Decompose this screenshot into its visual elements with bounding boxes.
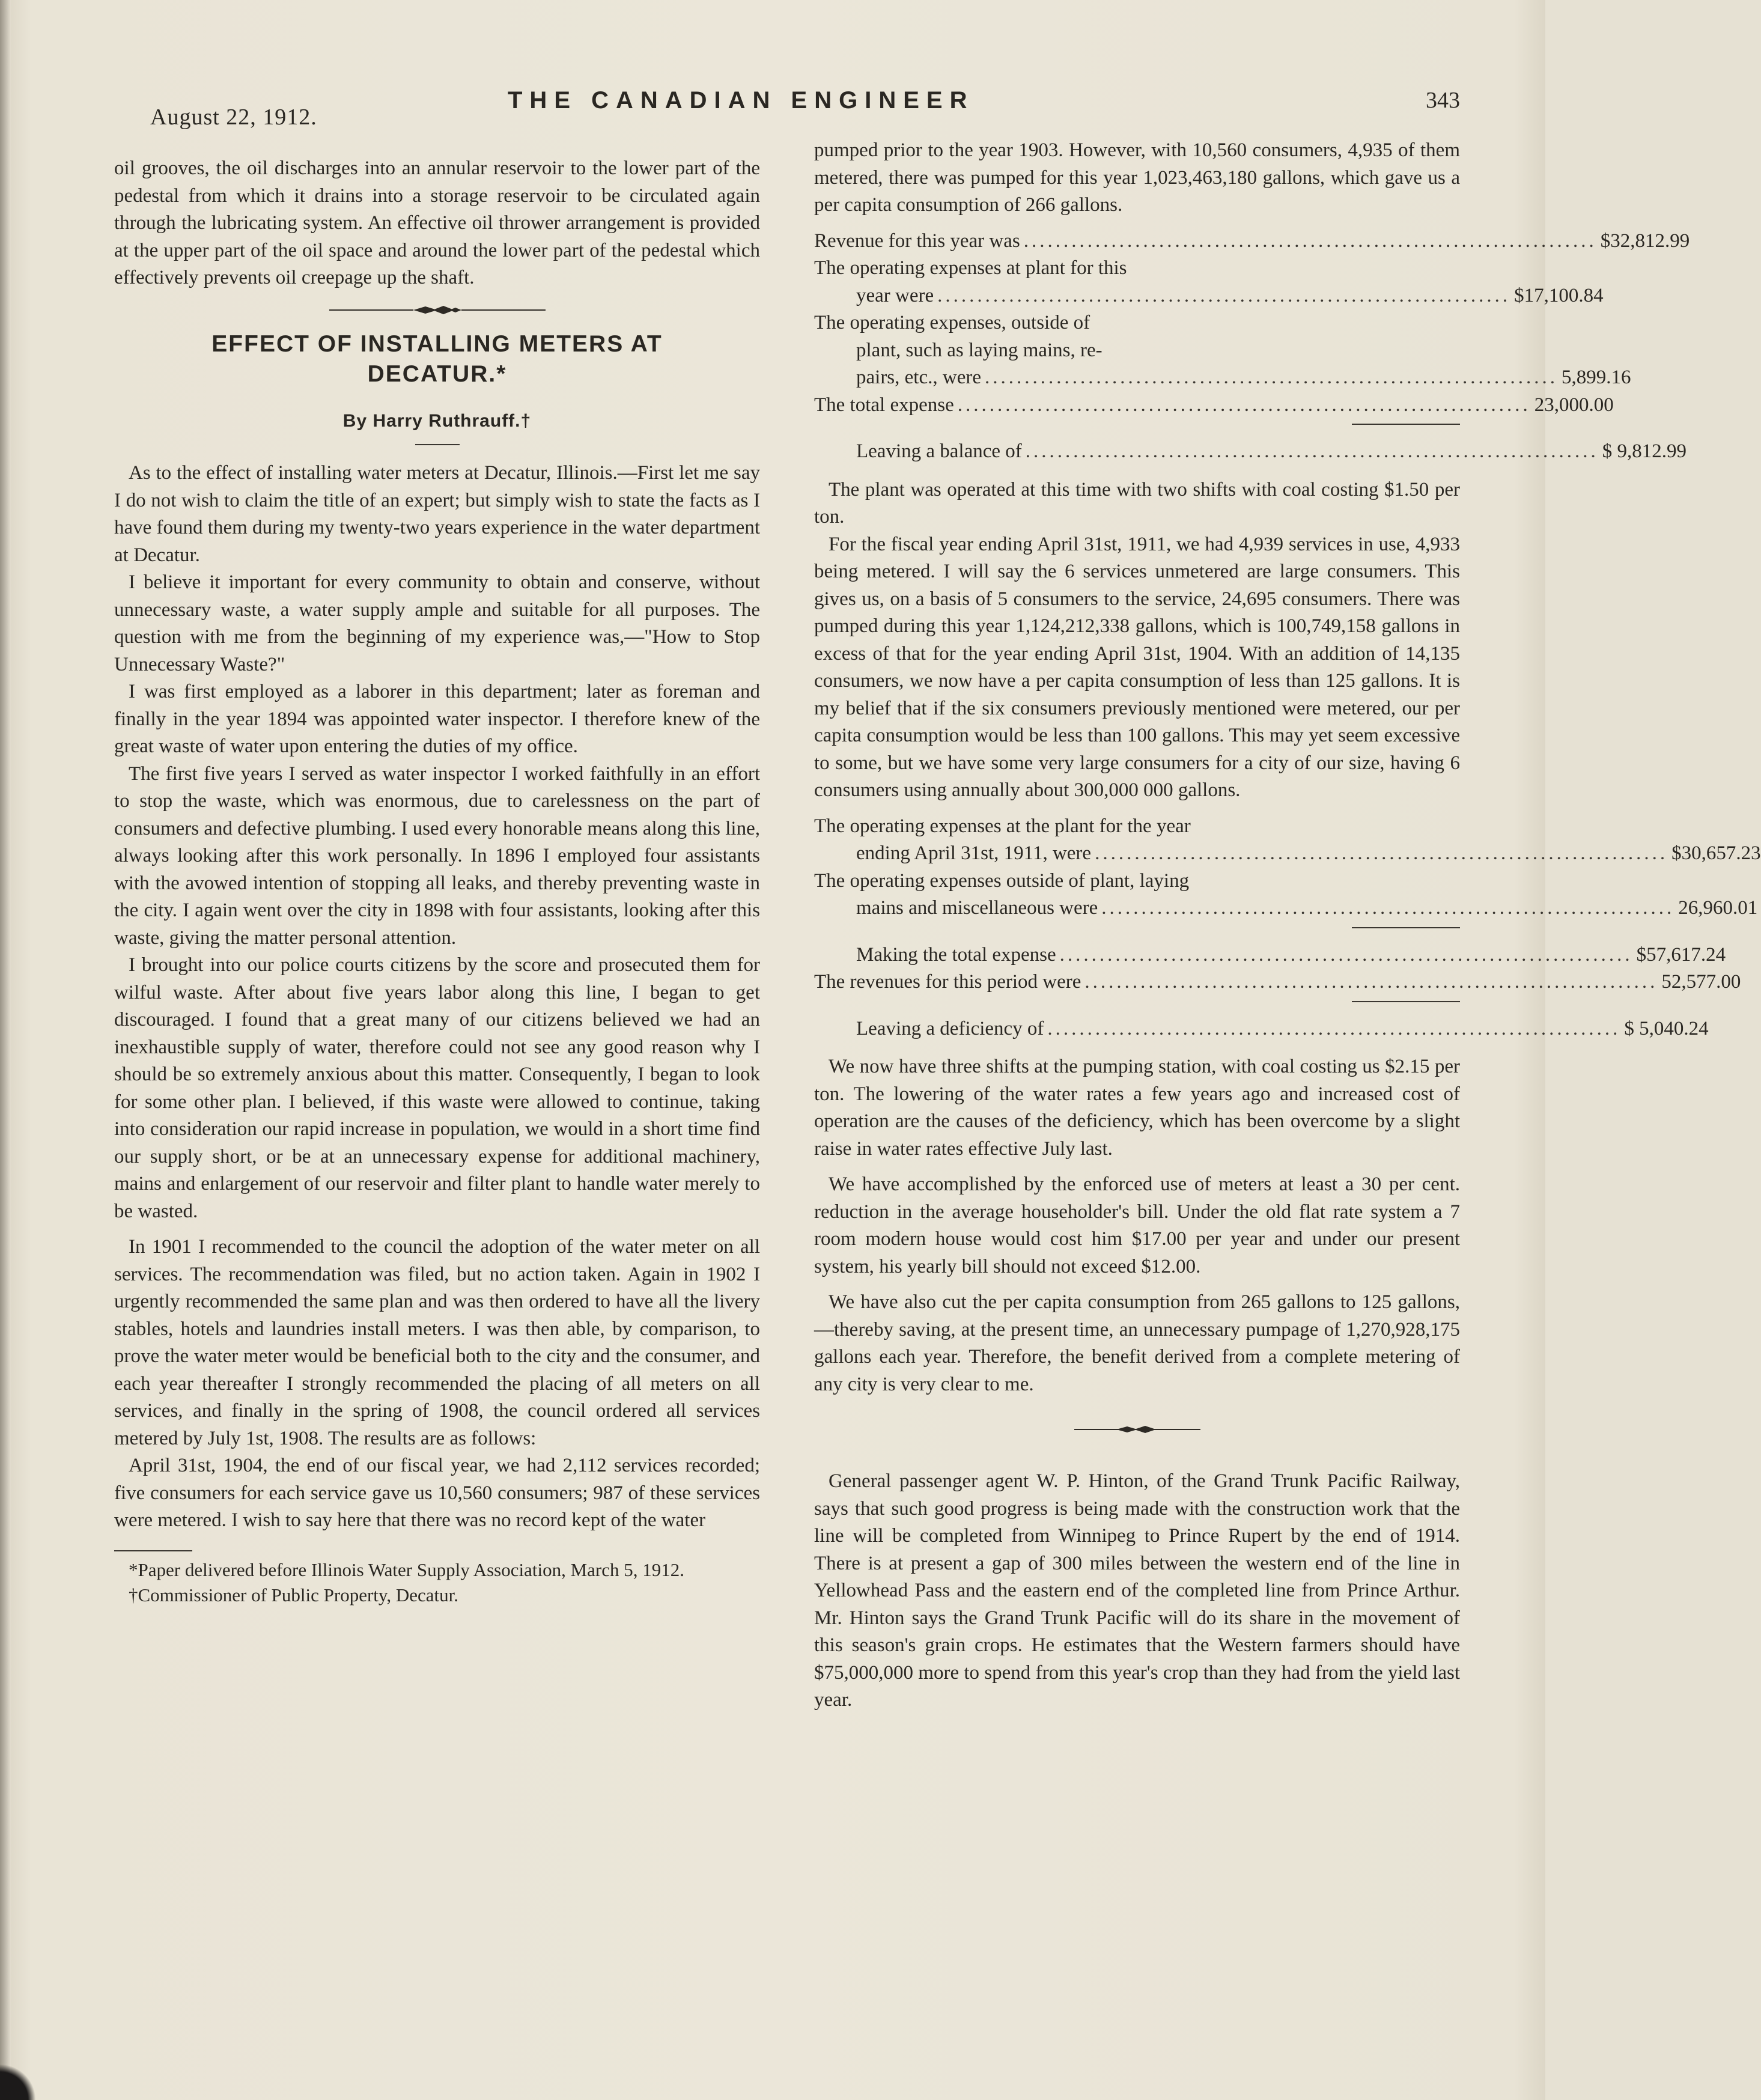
footnote-paper: *Paper delivered before Illinois Water Supply Association, March 5, 1912. bbox=[129, 1559, 685, 1580]
article-title bbox=[114, 329, 760, 389]
op-outside-row: mains and miscellaneous were ........................................................................ 26,960.01 bbox=[814, 895, 1460, 922]
article-title-line2: DECATUR.* bbox=[367, 361, 507, 387]
total-expense-label: The total expense bbox=[814, 394, 954, 416]
body-paragraph: I brought into our police courts citizens by the score and prosecuted them for wilful waste. After about five years labor along this line, I began to get discouraged. I found that a great many of our citizens believed we had an inexhaustible supply of water, therefore could not see any good reason why I should be so extremely anxious about this matter. Consequently, I began to look for some other plan. I believed, if this waste were allowed to continue, taking into consideration our rapid increase in population, we would in a short time find our supply short, or be at an unnecessary expense for additional machinery, mains and enlargement of our reservoir and filter plant to handle water merely to be wasted. bbox=[114, 954, 760, 1222]
byline-rule bbox=[415, 444, 460, 445]
op-outside-label-line1: The operating expenses outside of plant, laying bbox=[814, 869, 1190, 892]
op-plant-amount: $30,657.23 bbox=[1671, 842, 1761, 864]
left-column bbox=[114, 155, 760, 1608]
body-paragraph: In 1901 I recommended to the council the adoption of the water meter on all services. The recommendation was filed, but no action taken. Again in 1902 I urgently recommended the same plan and was then ordered to have all the livery stables, hotels and laundries install meters. I was then able, by comparison, to prove the water meter would be beneficial both to the city and the consumer, and each year thereafter I strongly recommended the placing of all meters on all services, and finally in the spring of 1908, the council ordered all services metered by July 1st, 1908. The results are as follows: bbox=[114, 1236, 760, 1449]
revenues-row: The revenues for this period were ........................................................................ 52,577.00 bbox=[814, 969, 1460, 996]
total-expense-row: The total expense ........................................................................ 23,000.00 bbox=[814, 392, 1460, 419]
revenues-label: The revenues for this period were bbox=[814, 971, 1081, 993]
op-plant-row: year were ........................................................................ $17,100.84 bbox=[814, 282, 1460, 310]
revenue-row: Revenue for this year was ........................................................................ $32,812.99 bbox=[814, 228, 1460, 255]
op-plant-label-line2: year were bbox=[856, 284, 934, 306]
total-expense-label: Making the total expense bbox=[856, 943, 1056, 966]
page-corner-shadow bbox=[0, 2064, 36, 2100]
financial-statement-1911 bbox=[814, 813, 1761, 1043]
journal-title: THE CANADIAN ENGINEER bbox=[508, 87, 975, 114]
total-expense-row: Making the total expense ........................................................................ $57,617.24 bbox=[814, 942, 1460, 969]
footnote-author: †Commissioner of Public Property, Decatur. bbox=[129, 1584, 459, 1605]
body-paragraph: As to the effect of installing water meters at Decatur, Illinois.—First let me say I do not wish to claim the title of an expert; but simply wish to state the facts as I have found them during my twenty-two years experience in the water department at Decatur. bbox=[114, 462, 760, 566]
total-expense-amount: $57,617.24 bbox=[1636, 943, 1726, 966]
deficiency-row: Leaving a deficiency of ........................................................................ $ 5,040.24 bbox=[814, 1015, 1460, 1043]
op-outside-label-line3: pairs, etc., were bbox=[856, 367, 981, 388]
footnote-rule bbox=[114, 1550, 192, 1551]
body-paragraph: The first five years I served as water inspector I worked faithfully in an effort to stop the waste, which was enormous, due to carelessness on the part of consumers and defective plumbing. I used every honorable means along this line, always looking after this work personally. In 1896 I employed four assistants with the avowed intention of stopping all leaks, and thereby preventing waste in the city. I again went over the city in 1898 with four assistants, looking after this waste, giving the matter personal attention. bbox=[114, 762, 760, 949]
op-outside-amount: 26,960.01 bbox=[1678, 897, 1758, 919]
op-outside-label-line1: The operating expenses, outside of bbox=[814, 312, 1090, 333]
body-paragraph: I believe it important for every community to obtain and conserve, without unnecessary waste, a water supply ample and suitable for all purposes. The question with me from the beginning of my experience was,—"How to Stop Unnecessary Waste?" bbox=[114, 571, 760, 675]
sum-rule bbox=[1352, 927, 1460, 928]
op-plant-amount: $17,100.84 bbox=[1514, 284, 1604, 306]
body-paragraph: We have also cut the per capita consumption from 265 gallons to 125 gallons,—thereby saving, at the present time, an unnecessary pumpage of 1,270,928,175 gallons each year. Therefore, the benefit derived from a complete metering of any city is very clear to me. bbox=[814, 1291, 1460, 1395]
deficiency-label: Leaving a deficiency of bbox=[856, 1017, 1044, 1039]
deficiency-amount: $ 5,040.24 bbox=[1624, 1017, 1709, 1039]
op-outside-label-line2: mains and miscellaneous were bbox=[856, 897, 1098, 919]
financial-statement-1904 bbox=[814, 228, 1690, 466]
body-paragraph: We now have three shifts at the pumping station, with coal costing us $2.15 per ton. The lowering of the water rates a few years ago and increased cost of operation are the causes of the deficiency, which has been overcome by a slight raise in water rates effective July last. bbox=[814, 1056, 1460, 1160]
page-number: 343 bbox=[1426, 88, 1460, 113]
op-outside-label-line2: plant, such as laying mains, re- bbox=[856, 339, 1103, 361]
continued-paragraph: oil grooves, the oil discharges into an annular reservoir to the lower part of the pedestal from which it drains into a storage reservoir to be circulated again through the lubricating system. An effective oil thrower arrangement is provided at the upper part of the oil space and around the lower part of the pedestal which effectively prevents oil creepage up the shaft. bbox=[114, 157, 760, 288]
right-column bbox=[814, 137, 1761, 1714]
sum-rule bbox=[1352, 424, 1460, 425]
total-expense-amount: 23,000.00 bbox=[1534, 394, 1614, 416]
sum-rule bbox=[1352, 1001, 1460, 1002]
page-header bbox=[150, 87, 1460, 129]
section-divider-ornament bbox=[1074, 1425, 1200, 1434]
revenue-label: Revenue for this year was bbox=[814, 230, 1020, 252]
balance-amount: $ 9,812.99 bbox=[1602, 440, 1687, 462]
body-paragraph: We have accomplished by the enforced use of meters at least a 30 per cent. reduction in the average householder's bill. Under the old flat rate system a 7 room modern house would cost him $17.00 per year and under our present system, his yearly bill should not exceed $12.00. bbox=[814, 1173, 1460, 1277]
article-byline: By Harry Ruthrauff.† bbox=[342, 410, 532, 431]
news-item-paragraph: General passenger agent W. P. Hinton, of the Grand Trunk Pacific Railway, says that such good progress is being made with the construction work that the line will be completed from Winnipeg to Prince Rupert by the end of 1914. There is at present a gap of 300 miles between the western end of the line in Yellowhead Pass and the eastern end of the completed line from Prince Arthur. Mr. Hinton says the Grand Trunk Pacific will do its share in the movement of this season's grain crops. He estimates that the Western farmers should have $75,000,000 more to spend from this year's crop than they had from the yield last year. bbox=[814, 1470, 1460, 1711]
body-paragraph: April 31st, 1904, the end of our fiscal year, we had 2,112 services recorded; five consumers for each service gave us 10,560 consumers; 987 of these services were metered. I wish to say here that there was no record kept of the water bbox=[114, 1455, 760, 1531]
balance-row: Leaving a balance of ........................................................................ $ 9,812.99 bbox=[814, 438, 1460, 466]
binding-shadow bbox=[0, 0, 11, 2100]
body-paragraph: I was first employed as a laborer in this department; later as foreman and finally in the year 1894 was appointed water inspector. I therefore knew of the great waste of water upon entering the duties of my office. bbox=[114, 681, 760, 757]
revenues-amount: 52,577.00 bbox=[1661, 971, 1741, 993]
section-divider-ornament bbox=[329, 304, 546, 316]
body-paragraph: For the fiscal year ending April 31st, 1911, we had 4,939 services in use, 4,933 being metered. I will say the 6 services unmetered are large consumers. This gives us, on a basis of 5 consumers to the service, 24,695 consumers. There was pumped during this year 1,124,212,338 gallons, which is 100,749,158 gallons in excess of that for the year ending April 31st, 1904. With an addition of 14,135 consumers, we now have a per capita consumption of less than 125 gallons. It is my belief that if the six consumers previously mentioned were metered, our per capita consumption would be less than 100 gallons. This may yet seem excessive to some, but we have some very large consumers for a city of our size, having 6 consumers using annually about 300,000 000 gallons. bbox=[814, 533, 1460, 801]
op-plant-label-line2: ending April 31st, 1911, were bbox=[856, 842, 1092, 864]
op-outside-row: pairs, etc., were ........................................................................ 5,899.16 bbox=[814, 364, 1460, 392]
revenue-amount: $32,812.99 bbox=[1600, 230, 1690, 252]
issue-date: August 22, 1912. bbox=[150, 105, 317, 130]
body-paragraph: The plant was operated at this time with two shifts with coal costing $1.50 per ton. bbox=[814, 478, 1460, 528]
body-paragraph: pumped prior to the year 1903. However, with 10,560 consumers, 4,935 of them metered, there was pumped for this year 1,023,463,180 gallons, which gave us a per capita consumption of 266 gallons. bbox=[814, 139, 1460, 216]
article-title-line1: EFFECT OF INSTALLING METERS AT bbox=[211, 330, 663, 357]
op-plant-row: ending April 31st, 1911, were ........................................................................ $30,657.23 bbox=[814, 840, 1460, 868]
op-plant-label-line1: The operating expenses at plant for this bbox=[814, 257, 1127, 279]
balance-label: Leaving a balance of bbox=[856, 440, 1022, 462]
op-plant-label-line1: The operating expenses at the plant for the year bbox=[814, 815, 1191, 837]
op-outside-amount: 5,899.16 bbox=[1561, 367, 1631, 388]
